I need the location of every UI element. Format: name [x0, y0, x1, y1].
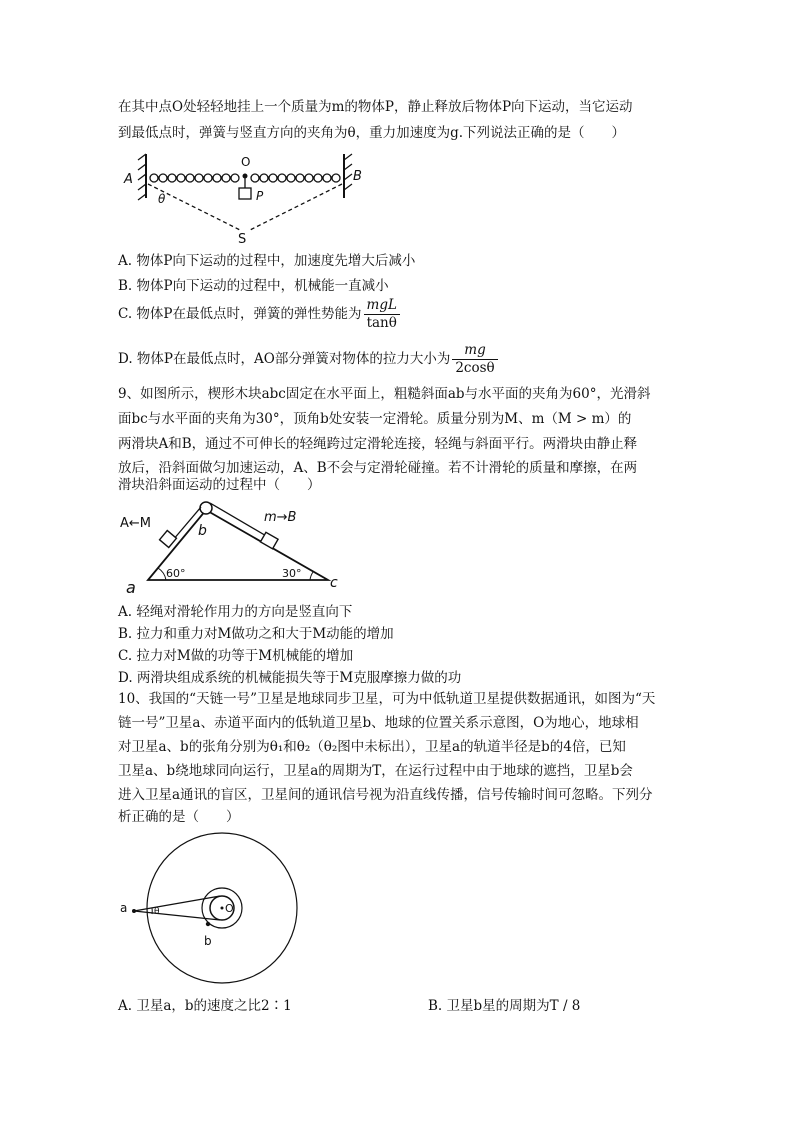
q10-option-b: B. 卫星b星的周期为T / 8: [428, 998, 581, 1014]
q10-orbit-figure: [112, 828, 322, 988]
q10-stem-line-1: 10、我国的“天链一号”卫星是地球同步卫星，可为中低轨道卫星提供数据通讯，如图为“天: [118, 691, 656, 707]
svg-text:S: S: [238, 232, 247, 247]
q8-option-b: B. 物体P向下运动的过程中，机械能一直减小: [118, 278, 389, 294]
label-60deg: 60°: [166, 567, 186, 580]
label-theta: θ: [158, 192, 166, 206]
label-O: O: [241, 155, 251, 169]
q9-stem-line-1: 9、如图所示，楔形木块abc固定在水平面上，粗糙斜面ab与水平面的夹角为60°，光滑斜: [118, 386, 651, 402]
fraction-denominator: 2cosθ: [455, 360, 495, 376]
q10-stem-line-3: 对卫星a、b的张角分别为θ₁和θ₂（θ₂图中未标出），卫星a的轨道半径是b的4倍，已知: [118, 739, 626, 755]
label-sat-b: b: [204, 934, 212, 948]
label-a: a: [126, 578, 136, 597]
q8-option-d-text: D. 物体P在最低点时，AO部分弹簧对物体的拉力大小为: [118, 351, 451, 367]
q10-stem-line-2: 链一号”卫星a、赤道平面内的低轨道卫星b、地球的位置关系示意图，O为地心，地球相: [118, 715, 639, 731]
q9-option-b: B. 拉力和重力对M做功之和大于M动能的增加: [118, 626, 394, 642]
label-center-O: O: [225, 902, 234, 915]
q9-stem-line-2: 面bc与水平面的夹角为30°，顶角b处安装一定滑轮。质量分别为M、m（M > m）的: [118, 411, 632, 427]
q10-option-a: A. 卫星a，b的速度之比2∶1: [118, 998, 292, 1014]
fraction-denominator: tanθ: [366, 315, 397, 331]
q9-option-a: A. 轻绳对滑轮作用力的方向是竖直向下: [118, 604, 353, 620]
q8-option-d: [118, 342, 498, 377]
label-30deg: 30°: [282, 567, 302, 580]
q9-stem-line-5: 滑块沿斜面运动的过程中（ ）: [118, 477, 321, 493]
q8-option-c: [118, 297, 400, 332]
svg-text:θ: θ: [154, 907, 160, 917]
q10-stem-line-6: 析正确的是（ ）: [118, 809, 240, 825]
label-sat-a: a: [120, 901, 128, 915]
fraction-numerator: mg: [452, 342, 497, 360]
fraction-numerator: mgL: [364, 297, 400, 315]
q8-option-d-fraction: [452, 342, 497, 377]
q8-option-a: A. 物体P向下运动的过程中，加速度先增大后减小: [118, 253, 416, 269]
q9-stem-line-4: 放后，沿斜面做匀加速运动，A、B不会与定滑轮碰撞。若不计滑轮的质量和摩擦，在两: [118, 460, 638, 476]
q10-stem-line-5: 进入卫星a通讯的盲区，卫星间的通讯信号视为沿直线传播，信号传输时间可忽略。下列分: [118, 787, 653, 803]
label-m-B: m→B: [264, 510, 297, 525]
label-P: P: [256, 189, 264, 203]
q8-option-c-text: C. 物体P在最低点时，弹簧的弹性势能为: [118, 306, 362, 322]
label-c: c: [330, 575, 338, 591]
q9-wedge-figure: [118, 495, 358, 595]
q10-stem-line-4: 卫星a、b绕地球同向运行，卫星a的周期为T，在运行过程中由于地球的遮挡，卫星b会: [118, 763, 633, 779]
label-B: B: [353, 169, 362, 184]
q9-option-c: C. 拉力对M做的功等于M机械能的增加: [118, 648, 354, 664]
label-b: b: [198, 523, 207, 539]
q9-stem-line-3: 两滑块A和B，通过不可伸长的轻绳跨过定滑轮连接，轻绳与斜面平行。两滑块由静止释: [118, 436, 638, 452]
q9-option-d: D. 两滑块组成系统的机械能损失等于M克服摩擦力做的功: [118, 670, 462, 686]
label-A: A: [124, 172, 133, 187]
q8-option-c-fraction: [364, 297, 400, 332]
q8-stem-line-1: 在其中点O处轻轻地挂上一个质量为m的物体P，静止释放后物体P向下运动，当它运动: [118, 99, 633, 115]
q8-spring-figure: [118, 150, 362, 250]
q8-stem-line-2: 到最低点时，弹簧与竖直方向的夹角为θ，重力加速度为g.下列说法正确的是（ ）: [118, 125, 626, 141]
label-A-M: A←M: [120, 516, 152, 531]
